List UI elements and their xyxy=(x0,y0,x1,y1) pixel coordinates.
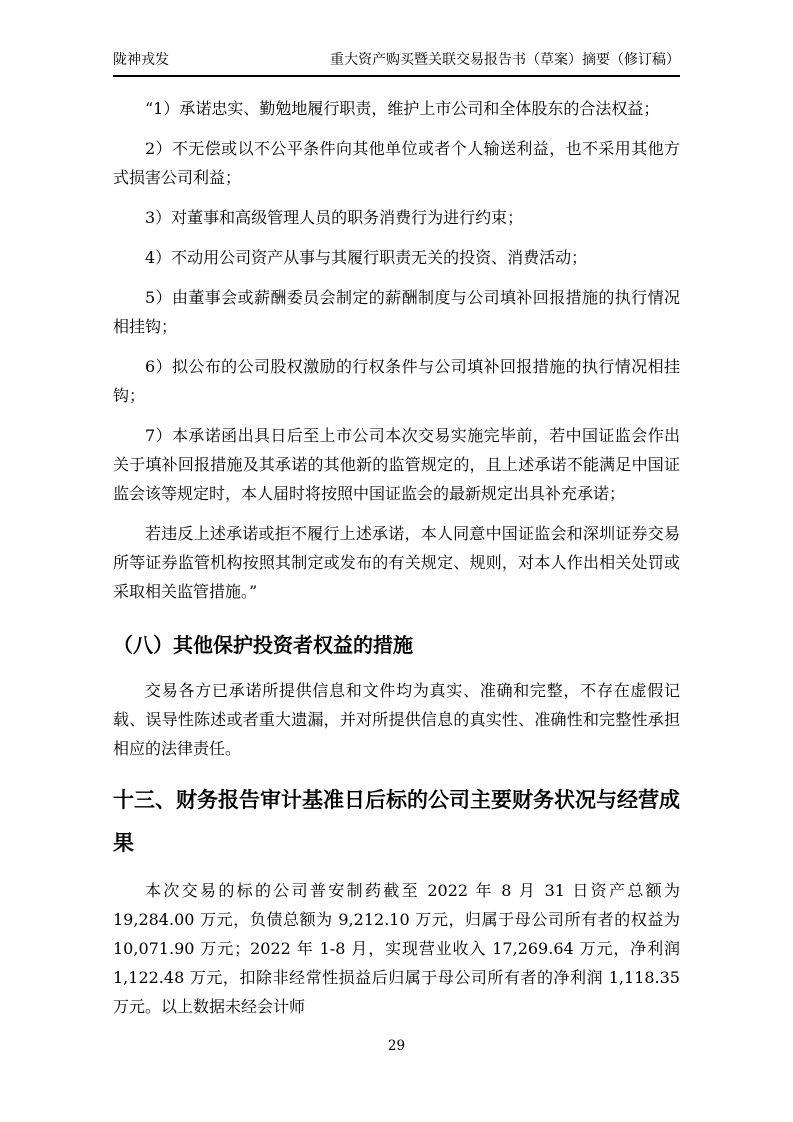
header-company-name: 陇神戎发 xyxy=(113,52,169,68)
section-8-paragraph: 交易各方已承诺所提供信息和文件均为真实、准确和完整，不存在虚假记载、误导性陈述或者重大遗漏，并对所提供信息的真实性、准确性和完整性承担相应的法律责任。 xyxy=(113,681,680,758)
page-number: 29 xyxy=(387,1038,406,1054)
page-header xyxy=(113,52,680,77)
header-document-title: 重大资产购买暨关联交易报告书（草案）摘要（修订稿） xyxy=(330,52,680,68)
commitment-paragraph-5: 5）由董事会或薪酬委员会制定的薪酬制度与公司填补回报措施的执行情况相挂钩； xyxy=(113,288,680,336)
commitment-paragraph-3: 3）对董事和高级管理人员的职务消费行为进行约束； xyxy=(145,208,524,227)
chapter-13-paragraph: 本次交易的标的公司普安制药截至 2022 年 8 月 31 日资产总额为 19,284.00 万元，负债总额为 9,212.10 万元，归属于母公司所有者的权益为 10,071.90 万元；2022 年 1-8 月，实现营业收入 17,269.64 万元，净利润 1,122.48 万元，扣除非经常性损益后归属于母公司所有者的净利润 1,118.35 万元。以上数据未经会计师 xyxy=(113,881,680,1016)
commitment-paragraph-7: 7）本承诺函出具日后至上市公司本次交易实施完毕前，若中国证监会作出关于填补回报措施及其承诺的其他新的监管规定的，且上述承诺不能满足中国证监会该等规定时，本人届时将按照中国证监会的最新规定出具补充承诺； xyxy=(113,426,680,503)
commitment-closing-paragraph: 若违反上述承诺或拒不履行上述承诺，本人同意中国证监会和深圳证券交易所等证券监管机构按照其制定或发布的有关规定、规则，对本人作出相关处罚或采取相关监管措施。” xyxy=(113,524,680,601)
commitment-paragraph-2: 2）不无偿或以不公平条件向其他单位或者个人输送利益，也不采用其他方式损害公司利益； xyxy=(113,139,680,187)
commitment-paragraph-4: 4）不动用公司资产从事与其履行职责无关的投资、消费活动； xyxy=(145,248,588,267)
commitment-paragraph-6: 6）拟公布的公司股权激励的行权条件与公司填补回报措施的执行情况相挂钩； xyxy=(113,357,680,405)
section-heading-8: （八）其他保护投资者权益的措施 xyxy=(113,633,413,657)
chapter-heading-13: 十三、财务报告审计基准日后标的公司主要财务状况与经营成果 xyxy=(113,788,680,855)
document-body xyxy=(113,77,680,1021)
commitment-paragraph-1: “1）承诺忠实、勤勉地履行职责，维护上市公司和全体股东的合法权益； xyxy=(145,99,660,118)
